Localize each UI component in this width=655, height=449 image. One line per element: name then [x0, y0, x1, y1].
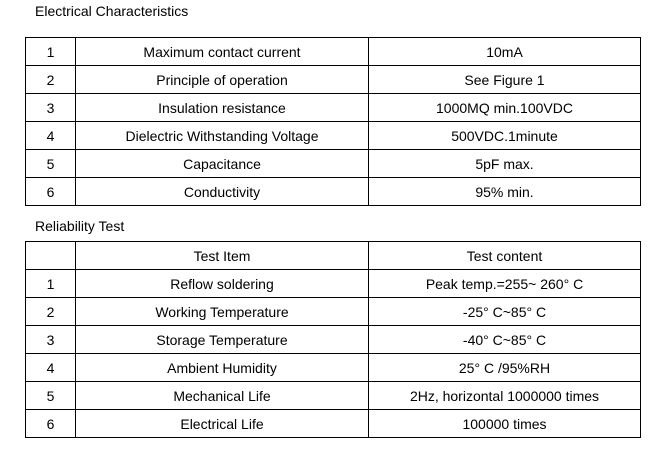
table-row — [26, 270, 641, 298]
header-test-content: Test content — [369, 242, 641, 270]
table-row — [26, 150, 641, 178]
row-number: 5 — [26, 150, 76, 178]
row-number: 4 — [26, 354, 76, 382]
row-number: 3 — [26, 326, 76, 354]
test-content: 25° C /95%RH — [369, 354, 641, 382]
test-item: Electrical Life — [76, 410, 369, 438]
row-number: 6 — [26, 410, 76, 438]
test-content: -40° C~85° C — [369, 326, 641, 354]
test-item: Working Temperature — [76, 298, 369, 326]
table-row — [26, 326, 641, 354]
test-content: 2Hz, horizontal 1000000 times — [369, 382, 641, 410]
table-row — [26, 410, 641, 438]
characteristic-value: 10mA — [369, 38, 641, 66]
table-row — [26, 66, 641, 94]
table-row — [26, 298, 641, 326]
header-number — [26, 242, 76, 270]
row-number: 4 — [26, 122, 76, 150]
test-item: Ambient Humidity — [76, 354, 369, 382]
characteristic-name: Maximum contact current — [76, 38, 369, 66]
characteristic-value: 95% min. — [369, 178, 641, 206]
row-number: 6 — [26, 178, 76, 206]
test-content: -25° C~85° C — [369, 298, 641, 326]
table-row — [26, 122, 641, 150]
table-row — [26, 94, 641, 122]
test-item: Mechanical Life — [76, 382, 369, 410]
row-number: 2 — [26, 298, 76, 326]
row-number: 1 — [26, 270, 76, 298]
row-number: 2 — [26, 66, 76, 94]
characteristic-name: Conductivity — [76, 178, 369, 206]
characteristic-value: 500VDC.1minute — [369, 122, 641, 150]
test-item: Storage Temperature — [76, 326, 369, 354]
table-row — [26, 382, 641, 410]
characteristic-name: Principle of operation — [76, 66, 369, 94]
row-number: 5 — [26, 382, 76, 410]
characteristic-value: 1000MQ min.100VDC — [369, 94, 641, 122]
test-content: 100000 times — [369, 410, 641, 438]
row-number: 3 — [26, 94, 76, 122]
characteristic-value: See Figure 1 — [369, 66, 641, 94]
test-item: Reflow soldering — [76, 270, 369, 298]
characteristic-name: Insulation resistance — [76, 94, 369, 122]
characteristic-value: 5pF max. — [369, 150, 641, 178]
reliability-test-title: Reliability Test — [35, 218, 125, 234]
row-number: 1 — [26, 38, 76, 66]
table-row — [26, 178, 641, 206]
table-row — [26, 354, 641, 382]
test-content: Peak temp.=255~ 260° C — [369, 270, 641, 298]
characteristic-name: Dielectric Withstanding Voltage — [76, 122, 369, 150]
reliability-test-table — [25, 241, 641, 438]
table-header-row — [26, 242, 641, 270]
header-test-item: Test Item — [76, 242, 369, 270]
electrical-characteristics-title: Electrical Characteristics — [35, 3, 189, 19]
table-row — [26, 38, 641, 66]
electrical-characteristics-table — [25, 37, 641, 206]
characteristic-name: Capacitance — [76, 150, 369, 178]
